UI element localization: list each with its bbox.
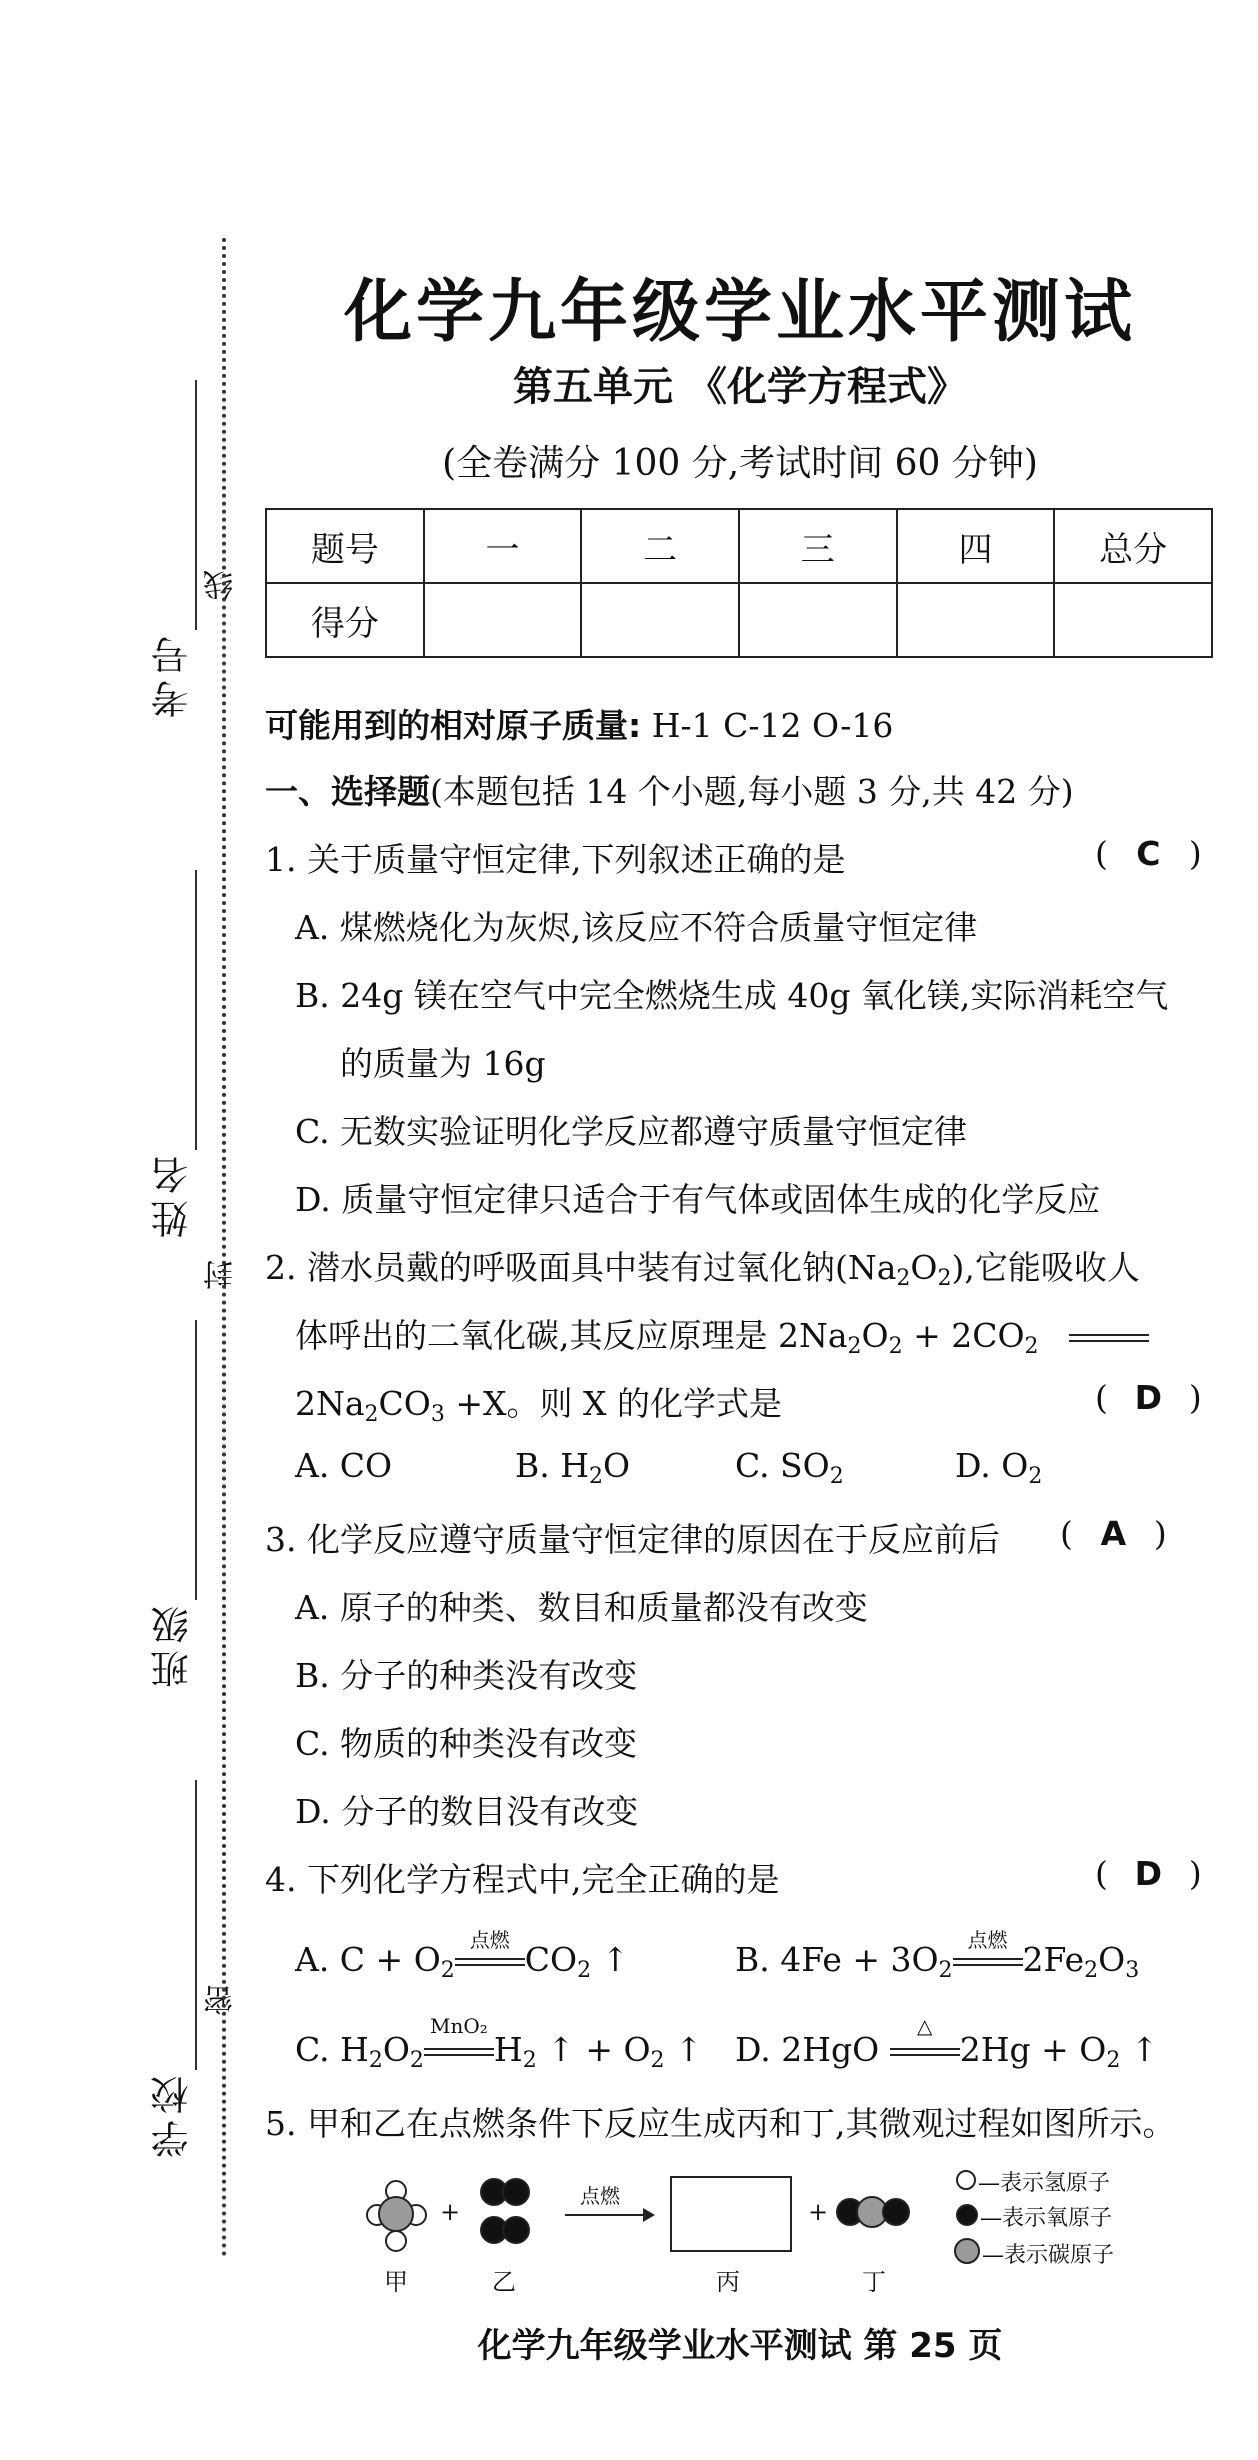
q1-option-c: C. 无数实验证明化学反应都遵守质量守恒定律 <box>295 1112 968 1151</box>
q4-option-b: B. $4Fe + 3O_2$ 点燃 $2Fe_2O_3$ <box>735 1940 1139 1983</box>
q4-stem: 4. 下列化学方程式中,完全正确的是 <box>265 1860 780 1899</box>
arrow-condition: 点燃 <box>580 2184 620 2208</box>
q3-answer-bracket: ( A ) <box>1060 1514 1167 1553</box>
xuexiao-label: 学校 <box>151 2070 195 2158</box>
q3-option-d: D. 分子的数目没有改变 <box>295 1792 639 1831</box>
q1-option-d: D. 质量守恒定律只适合于有气体或固体生成的化学反应 <box>295 1180 1101 1219</box>
q4-option-a: A. $C + O_2$ 点燃 $CO_2$ ↑ <box>295 1940 629 1983</box>
diagram-label-bing: 丙 <box>716 2268 740 2296</box>
page-footer: 化学九年级学业水平测试 第 25 页 <box>477 2326 1003 2366</box>
mi-label: 密 <box>204 1985 239 2015</box>
q2-option-a: A. CO <box>295 1446 393 1485</box>
table-cell: 一 <box>424 509 582 583</box>
score-input-cell[interactable] <box>581 583 739 657</box>
carbon-legend-icon <box>954 2238 980 2264</box>
exam-note: (全卷满分 100 分,考试时间 60 分钟) <box>442 443 1038 484</box>
oxygen-atom <box>502 2216 530 2244</box>
q4-option-c: C. $H_2O_2$ MnO₂ $H_2$ ↑ + $O_2$ ↑ <box>295 2014 703 2073</box>
q1-option-b-cont: 的质量为 16g <box>340 1044 546 1083</box>
page-title: 化学九年级学业水平测试 <box>343 273 1136 352</box>
atomic-mass-label: 可能用到的相对原子质量: <box>265 706 642 745</box>
score-table-header-row <box>266 509 1212 583</box>
q2-line3: $2Na_2CO_3 +X$。则 X 的化学式是 <box>295 1384 782 1427</box>
atomic-mass-values: H-1 C-12 O-16 <box>651 706 894 745</box>
unit-subtitle: 第五单元 《化学方程式》 <box>513 364 967 410</box>
q3-option-c: C. 物质的种类没有改变 <box>295 1724 638 1763</box>
table-cell: 得分 <box>266 583 424 657</box>
atomic-mass-line <box>265 700 893 747</box>
q2-answer-bracket: ( D ) <box>1095 1378 1202 1417</box>
q2-text: +X。则 X 的化学式是 <box>455 1384 782 1423</box>
score-table-score-row <box>266 583 1212 657</box>
q2-option-b: B. $H_2O$ <box>515 1446 631 1489</box>
q2-answer: D <box>1134 1378 1163 1417</box>
arrow-head-icon <box>643 2208 655 2222</box>
score-input-cell[interactable] <box>897 583 1055 657</box>
condition-label: 点燃 <box>469 1928 510 1952</box>
q1-answer-bracket: ( C ) <box>1095 834 1202 873</box>
diagram-label-jia: 甲 <box>384 2268 408 2296</box>
hydrogen-legend-icon <box>956 2170 976 2190</box>
legend-hydrogen: —表示氢原子 <box>978 2171 1111 2196</box>
condition-label: MnO₂ <box>430 2014 488 2038</box>
carbon-atom <box>378 2196 414 2232</box>
q2-text: 体呼出的二氧化碳,其反应原理是 2Na <box>295 1316 848 1355</box>
score-table <box>265 508 1213 658</box>
binding-dotted-line <box>222 238 226 2258</box>
xingming-line <box>195 870 197 1150</box>
reaction-arrow-icon <box>565 2214 650 2216</box>
feng-label: 封 <box>204 1260 239 1290</box>
xuexiao-line <box>195 1780 197 2070</box>
score-input-cell[interactable] <box>739 583 897 657</box>
section1-title: 一、选择题 <box>265 772 430 811</box>
table-cell: 总分 <box>1054 509 1212 583</box>
q1-stem: 1. 关于质量守恒定律,下列叙述正确的是 <box>265 840 846 879</box>
xingming-label: 姓名 <box>151 1150 195 1238</box>
section1-note: (本题包括 14 个小题,每小题 3 分,共 42 分) <box>430 772 1074 811</box>
q5-stem: 5. 甲和乙在点燃条件下反应生成丙和丁,其微观过程如图所示。 <box>265 2104 1176 2143</box>
score-input-cell[interactable] <box>1054 583 1212 657</box>
q2-option-d: D. $O_2$ <box>955 1446 1043 1489</box>
plus-sign: + <box>808 2198 829 2226</box>
hydrogen-atom <box>385 2230 407 2252</box>
q2-line1: 2. 潜水员戴的呼吸面具中装有过氧化钠$(Na_2O_2)$,它能吸收人 <box>265 1248 1140 1291</box>
kaohao-label: 考号 <box>151 630 195 718</box>
oxygen-atom <box>502 2178 530 2206</box>
q1-option-b: B. 24g 镁在空气中完全燃烧生成 40g 氧化镁,实际消耗空气 <box>295 976 1169 1015</box>
q1-option-a: A. 煤燃烧化为灰烬,该反应不符合质量守恒定律 <box>295 908 978 947</box>
legend-carbon: —表示碳原子 <box>982 2243 1115 2268</box>
q2-option-c: C. $SO_2$ <box>735 1446 844 1489</box>
q4-answer: D <box>1134 1854 1163 1893</box>
equals-sign <box>1069 1334 1149 1342</box>
q1-answer: C <box>1136 834 1161 873</box>
banji-label: 班级 <box>151 1600 195 1688</box>
condition-label: 点燃 <box>967 1928 1008 1952</box>
q2-line2: 体呼出的二氧化碳,其反应原理是 $2Na_2O_2 + 2CO_2$ <box>295 1310 1149 1359</box>
q4-answer-bracket: ( D ) <box>1095 1854 1202 1893</box>
q3-stem: 3. 化学反应遵守质量守恒定律的原因在于反应前后 <box>265 1520 1000 1559</box>
q3-option-a: A. 原子的种类、数目和质量都没有改变 <box>295 1588 868 1627</box>
q4-option-d: D. 2HgO △ $2Hg + O_2$ ↑ <box>735 2014 1159 2073</box>
q2-text: ),它能吸收人 <box>951 1248 1140 1287</box>
legend-oxygen: —表示氧原子 <box>980 2206 1113 2231</box>
diagram-label-ding: 丁 <box>862 2268 886 2296</box>
diagram-label-yi: 乙 <box>492 2268 516 2296</box>
kaohao-line <box>195 380 197 630</box>
table-cell: 题号 <box>266 509 424 583</box>
q3-answer: A <box>1100 1514 1127 1553</box>
banji-line <box>195 1320 197 1600</box>
table-cell: 四 <box>897 509 1055 583</box>
oxygen-legend-icon <box>956 2204 978 2226</box>
oxygen-atom <box>882 2198 910 2226</box>
xian-label: 线 <box>204 570 239 600</box>
product-box <box>670 2176 792 2252</box>
q3-option-b: B. 分子的种类没有改变 <box>295 1656 638 1695</box>
table-cell: 三 <box>739 509 897 583</box>
condition-label: △ <box>917 2014 933 2038</box>
score-input-cell[interactable] <box>424 583 582 657</box>
table-cell: 二 <box>581 509 739 583</box>
q2-text: 2. 潜水员戴的呼吸面具中装有过氧化钠(Na <box>265 1248 897 1287</box>
section1-heading <box>265 766 1074 813</box>
plus-sign: + <box>440 2198 461 2226</box>
